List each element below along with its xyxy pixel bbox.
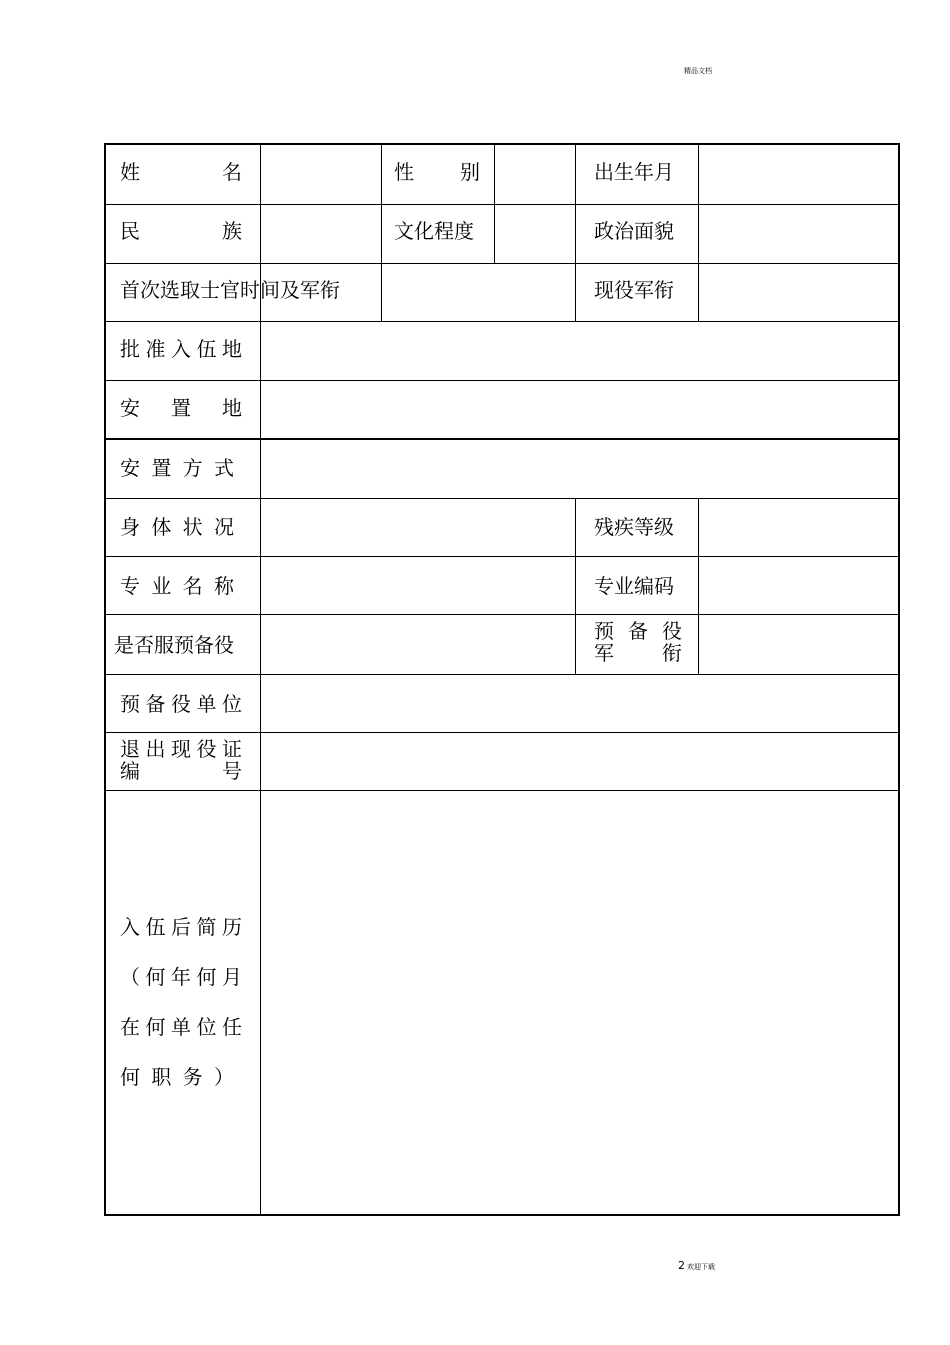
education-label: 文化程度 [394, 219, 474, 243]
row-divider [106, 204, 898, 205]
column-divider [698, 145, 699, 321]
name-label: 姓 名 [120, 160, 242, 184]
disability-label: 残疾等级 [594, 515, 674, 539]
enlist-place-label: 批 准 入 伍 地 [120, 337, 242, 361]
row-divider [106, 263, 898, 264]
birth-label: 出生年月 [594, 160, 674, 184]
resume-line1: 入 伍 后 简 历 [120, 915, 242, 939]
specialty-name-label: 专 业 名 称 [120, 574, 234, 598]
column-divider [575, 145, 576, 321]
column-divider [494, 145, 495, 263]
resume-line3: 在 何 单 位 任 [120, 1015, 242, 1039]
placement-method-label: 安 置 方 式 [120, 456, 234, 480]
row-divider [106, 321, 898, 322]
column-divider [698, 498, 699, 674]
reserve-unit-label: 预 备 役 单 位 [120, 692, 242, 716]
page-number: 2 [678, 1259, 685, 1272]
header-note: 精品文档 [684, 67, 712, 75]
row-divider [106, 732, 898, 733]
row-divider [106, 498, 898, 499]
column-divider [381, 145, 382, 321]
resume-line4: 何 职 务 ） [120, 1065, 234, 1089]
row-divider [106, 674, 898, 675]
ethnicity-label: 民 族 [120, 219, 242, 243]
row-divider [106, 790, 898, 791]
reserve-rank-line2: 军 衔 [594, 641, 682, 665]
footer-note: 欢迎下载 [687, 1263, 715, 1271]
reserve-rank-label [594, 620, 682, 664]
page-footer [678, 1259, 715, 1272]
placement-place-label: 安 置 地 [120, 396, 242, 420]
row-divider [106, 614, 898, 615]
row-divider [106, 380, 898, 381]
reserve-rank-line1: 预 备 役 [594, 619, 682, 643]
column-divider [575, 498, 576, 674]
row-divider [106, 438, 898, 440]
first-nco-label: 首次选取士官时间及军衔 [120, 278, 340, 302]
current-rank-label: 现役军衔 [594, 278, 674, 302]
specialty-code-label: 专业编码 [594, 574, 674, 598]
row-divider [106, 556, 898, 557]
resume-line2: （ 何 年 何 月 [120, 965, 242, 989]
column-divider [260, 145, 261, 1214]
political-label: 政治面貌 [594, 219, 674, 243]
resume-label [120, 912, 242, 1112]
reserve-label: 是否服预备役 [114, 633, 234, 657]
health-label: 身 体 状 况 [120, 515, 234, 539]
discharge-cert-line1: 退 出 现 役 证 [120, 737, 242, 761]
discharge-cert-label [120, 738, 242, 782]
gender-label: 性 别 [394, 160, 480, 184]
discharge-cert-line2: 编 号 [120, 759, 242, 783]
